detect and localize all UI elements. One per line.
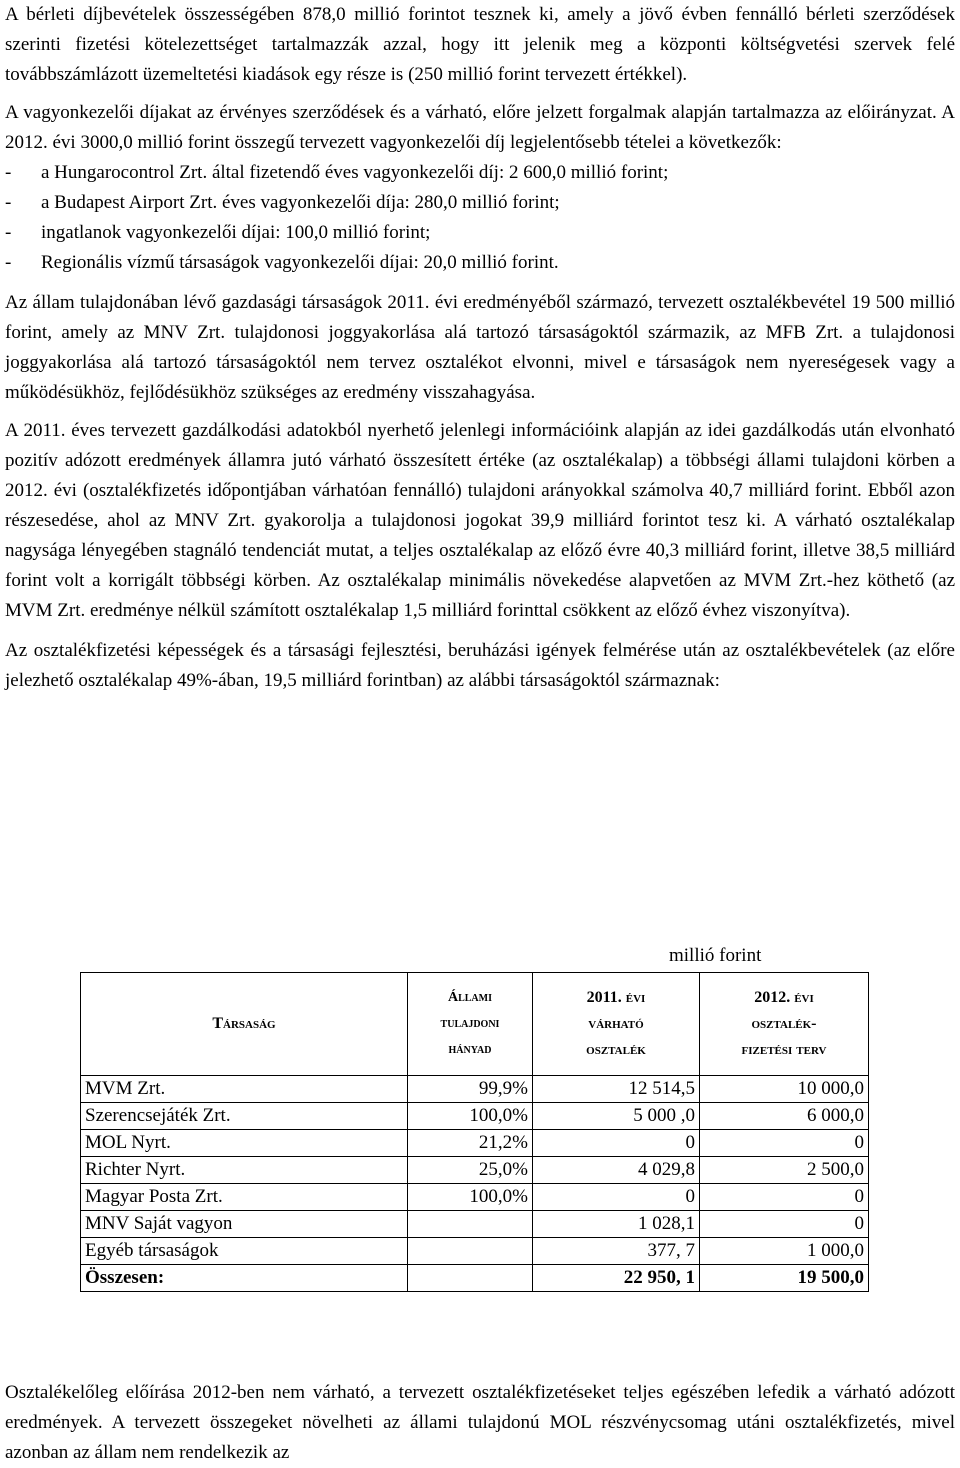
share-cell: 100,0% [408, 1184, 533, 1211]
dividend-2011-cell: 0 [533, 1184, 700, 1211]
header-company: Társaság [81, 973, 408, 1076]
dividend-2011-cell: 4 029,8 [533, 1157, 700, 1184]
table-total-row [81, 1265, 869, 1292]
list-item-text: Regionális vízmű társaságok vagyonkezelői díjai: 20,0 millió forint. [41, 252, 559, 273]
paragraph-dividend-income: Az állam tulajdonában lévő gazdasági társaságok 2011. évi eredményéből származó, tervezett osztalékbevétel 19 500 millió forint, amely az MNV Zrt. tulajdonosi joggyakorlása alá tartozó társaságoktól származik, az MFB Zrt. a tulajdonosi joggyakorlása alá tartozó társaságoktól nem tervez osztalékot elvonni, mivel e társaságok nem nyereségesek vagy a működésükhöz, fejlődésükhöz szükséges az eredmény visszahagyása. [5, 292, 955, 403]
dividend-2011-cell: 5 000 ,0 [533, 1103, 700, 1130]
table-row [81, 1238, 869, 1265]
plan-2012-cell: 0 [700, 1211, 869, 1238]
share-cell: 21,2% [408, 1130, 533, 1157]
company-cell: MVM Zrt. [81, 1076, 408, 1103]
total-plan-2012-cell: 19 500,0 [700, 1265, 869, 1292]
plan-2012-cell: 6 000,0 [700, 1103, 869, 1130]
share-cell: 25,0% [408, 1157, 533, 1184]
table-row [81, 1130, 869, 1157]
list-item [5, 218, 955, 248]
header-line: hányad [448, 1042, 492, 1057]
company-cell: Egyéb társaságok [81, 1238, 408, 1265]
plan-2012-cell: 1 000,0 [700, 1238, 869, 1265]
company-cell: Magyar Posta Zrt. [81, 1184, 408, 1211]
share-cell [408, 1238, 533, 1265]
share-cell: 99,9% [408, 1076, 533, 1103]
dash-marker: - [5, 222, 12, 243]
company-cell: Szerencsejáték Zrt. [81, 1103, 408, 1130]
plan-2012-cell: 0 [700, 1130, 869, 1157]
dividend-2011-cell: 1 028,1 [533, 1211, 700, 1238]
header-line: 2012. évi [754, 989, 814, 1006]
dividend-2011-cell: 12 514,5 [533, 1076, 700, 1103]
list-item [5, 158, 955, 188]
paragraph-rental-income: A bérleti díjbevételek összességében 878,0 millió forintot tesznek ki, amely a jövő évben fennálló bérleti szerződések szerinti fizetési kötelezettséget tartalmazzák azzal, hogy itt jelenik meg a központi költségvetési szervek felé továbbszámlázott üzemeltetési kiadások egy része is (250 millió forint tervezett értékkel). [5, 4, 955, 85]
header-line: várható [588, 1015, 644, 1032]
document-page [5, 0, 955, 696]
list-item-text: a Hungarocontrol Zrt. által fizetendő éves vagyonkezelői díj: 2 600,0 millió forint; [41, 162, 669, 183]
share-cell [408, 1211, 533, 1238]
table-row [81, 1076, 869, 1103]
header-dividend-2011 [533, 973, 700, 1076]
table-row [81, 1184, 869, 1211]
dash-marker: - [5, 162, 12, 183]
table-row [81, 1211, 869, 1238]
paragraph-dividend-sources: Az osztalékfizetési képességek és a társasági fejlesztési, beruházási igények felmérése után az osztalékbevételek (az előre jelezhető osztalékalap 49%-ában, 19,5 milliárd forintban) az alábbi társaságoktól származnak: [5, 640, 955, 691]
list-item-text: ingatlanok vagyonkezelői díjai: 100,0 millió forint; [41, 222, 431, 243]
table-row [81, 1103, 869, 1130]
paragraph-dividend-base: A 2011. éves tervezett gazdálkodási adatokból nyerhető jelenlegi információink alapján az idei gazdálkodás után elvonható pozitív adózott eredmények államra jutó várható összesített értéke (az osztalékalap) a többségi állami tulajdoni körben a 2012. évi (osztalékfizetés időpontjában várhatóan fennálló) tulajdoni arányokkal számolva 40,7 milliárd forint. Ebből azon részesedése, ahol az MNV Zrt. gyakorolja a tulajdonosi jogokat 39,9 milliárd forintot tesz ki. A várható osztalékalap nagysága lényegében stagnáló tendenciát mutat, a teljes osztalékalap az előző évre 40,3 milliárd forint, illetve 38,5 milliárd forint volt a korrigált többségi körben. Az osztalékalap minimális növekedése alapvetően az MVM Zrt.-hez köthető (az MVM Zrt. eredménye nélkül számított osztalékalap 1,5 milliárd forinttal csökkent az előző évhez viszonyítva). [5, 420, 955, 621]
paragraph-asset-management-fees: A vagyonkezelői díjakat az érvényes szerződések és a várható, előre jelzett forgalmak alapján tartalmazza az előirányzat. A 2012. évi 3000,0 millió forint összegű tervezett vagyonkezelői díj legjelentősebb tételei a következők: [5, 102, 955, 153]
total-dividend-2011-cell: 22 950, 1 [533, 1265, 700, 1292]
list-item-text: a Budapest Airport Zrt. éves vagyonkezelői díja: 280,0 millió forint; [41, 192, 560, 213]
table-row [81, 1157, 869, 1184]
paragraph-advance-dividend: Osztalékelőleg előírása 2012-ben nem várható, a tervezett osztalékfizetéseket teljes egészében lefedik a várható adózott eredmények. A tervezett összegeket növelheti az állami tulajdonú MOL részvénycsomag utáni osztalékfizetés, mivel azonban az állam nem rendelkezik az [5, 1382, 955, 1463]
table-unit-label: millió forint [669, 945, 762, 966]
company-cell: MNV Saját vagyon [81, 1211, 408, 1238]
dash-marker: - [5, 252, 12, 273]
header-line: 2011. évi [586, 989, 646, 1006]
table-header-row [81, 973, 869, 1076]
dividend-2011-cell: 377, 7 [533, 1238, 700, 1265]
dash-marker: - [5, 192, 12, 213]
plan-2012-cell: 2 500,0 [700, 1157, 869, 1184]
dividend-2011-cell: 0 [533, 1130, 700, 1157]
list-item [5, 248, 955, 278]
share-cell: 100,0% [408, 1103, 533, 1130]
fee-list [5, 158, 955, 278]
total-label-cell: Összesen: [81, 1265, 408, 1292]
header-line: osztalék [586, 1041, 646, 1058]
company-cell: MOL Nyrt. [81, 1130, 408, 1157]
dividend-table [80, 972, 869, 1292]
header-line: tulajdoni [440, 1016, 500, 1031]
plan-2012-cell: 0 [700, 1184, 869, 1211]
header-state-share [408, 973, 533, 1076]
total-share-cell [408, 1265, 533, 1292]
header-line: Állami [447, 990, 492, 1005]
header-line: osztalék- [751, 1015, 817, 1032]
header-plan-2012 [700, 973, 869, 1076]
header-line: fizetési terv [741, 1041, 827, 1058]
list-item [5, 188, 955, 218]
company-cell: Richter Nyrt. [81, 1157, 408, 1184]
document-page-bottom [5, 1378, 955, 1468]
plan-2012-cell: 10 000,0 [700, 1076, 869, 1103]
